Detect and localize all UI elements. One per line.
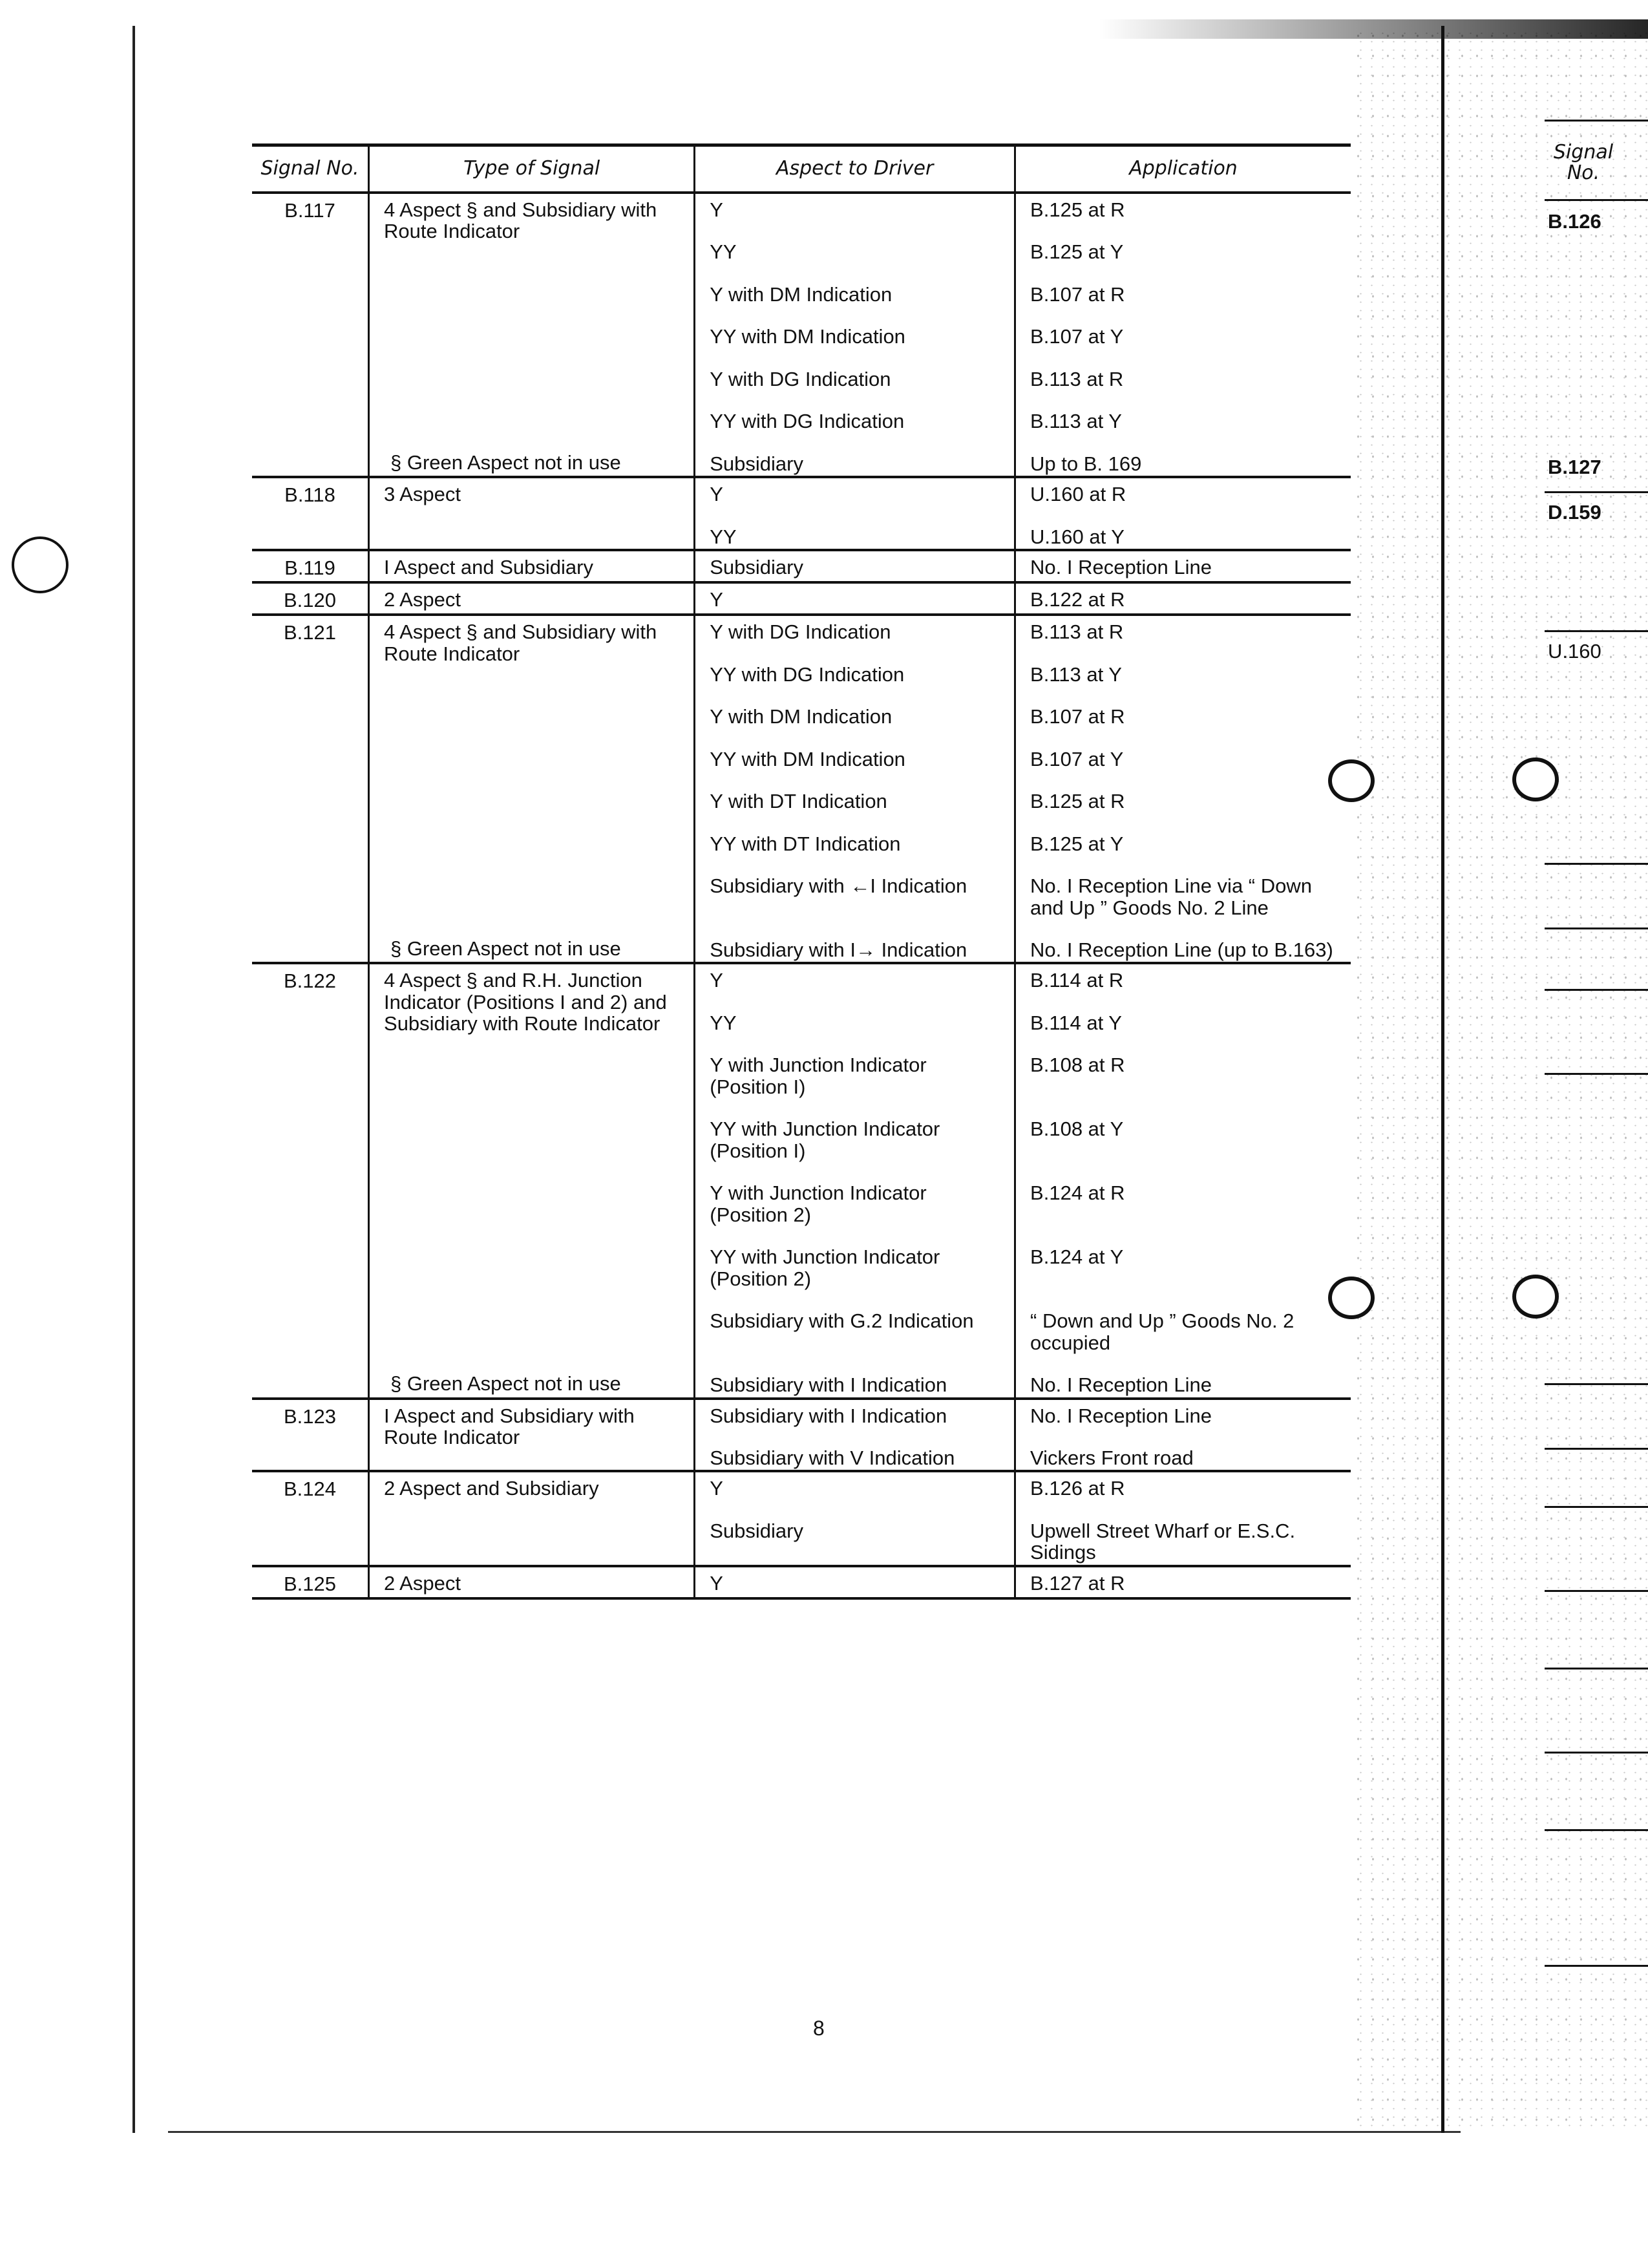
signal-number: B.124 — [252, 1471, 369, 1565]
green-aspect-footnote: § Green Aspect not in use — [390, 1372, 621, 1395]
aspect-to-driver: Subsidiary with I Indication — [695, 1399, 1015, 1428]
margin-item: B.126 — [1548, 210, 1601, 233]
aspect-to-driver: Subsidiary — [695, 434, 1015, 477]
margin-rule — [1545, 1965, 1648, 1967]
table-row — [252, 1399, 1351, 1428]
signal-number: B.118 — [252, 477, 369, 550]
application: B.126 at R — [1030, 1477, 1125, 1500]
application: No. I Reception Line — [1030, 556, 1212, 579]
aspect-to-driver: Y — [695, 963, 1015, 992]
scan-shadow — [1099, 19, 1648, 39]
application: B.114 at Y — [1030, 1011, 1122, 1034]
application: U.160 at Y — [1030, 525, 1125, 548]
aspect-to-driver: Y — [695, 193, 1015, 222]
signal-group — [252, 615, 1351, 963]
application: B.125 at R — [1030, 198, 1125, 221]
table-header-row — [252, 145, 1351, 193]
margin-rule — [1545, 1590, 1648, 1592]
margin-rule — [1545, 1752, 1648, 1754]
application: B.125 at Y — [1030, 832, 1124, 855]
application: B.107 at Y — [1030, 747, 1124, 770]
aspect-to-driver: YY with Junction Indicator (Position I) — [695, 1099, 1015, 1163]
margin-rule — [1545, 1506, 1648, 1508]
signal-group — [252, 963, 1351, 1398]
application: B.108 at R — [1030, 1054, 1125, 1077]
signal-table — [252, 143, 1351, 1600]
margin-rule — [1545, 120, 1648, 122]
application: No. I Reception Line (up to B.163) — [1030, 938, 1333, 961]
aspect-to-driver: Y with DM Indication — [695, 264, 1015, 306]
aspect-to-driver: Subsidiary with I→ Indication — [695, 920, 1015, 963]
margin-rule — [1545, 630, 1648, 632]
signal-type: I Aspect and Subsidiary with Route Indicator — [384, 1404, 635, 1448]
signal-type-cell — [369, 477, 695, 550]
margin-rule — [1545, 1448, 1648, 1450]
aspect-to-driver: Subsidiary — [695, 1501, 1015, 1566]
aspect-to-driver: YY with DG Indication — [695, 391, 1015, 433]
aspect-to-driver: Y with Junction Indicator (Position 2) — [695, 1163, 1015, 1227]
table-row — [252, 582, 1351, 615]
margin-item: D.159 — [1548, 501, 1601, 524]
aspect-to-driver: Y — [695, 582, 1015, 615]
margin-rule — [1545, 927, 1648, 929]
signal-type: 2 Aspect and Subsidiary — [384, 1477, 599, 1500]
table-row — [252, 193, 1351, 222]
margin-rule — [1545, 199, 1648, 201]
signal-type: 2 Aspect — [384, 588, 461, 611]
aspect-to-driver: YY with DG Indication — [695, 644, 1015, 686]
margin-header: Signal No. — [1553, 141, 1614, 184]
application: Vickers Front road — [1030, 1447, 1194, 1469]
page-edge-bottom — [168, 2131, 1461, 2133]
aspect-to-driver: YY with DT Indication — [695, 814, 1015, 856]
signal-type-cell — [369, 193, 695, 477]
application: B.113 at R — [1030, 367, 1124, 390]
signal-type: I Aspect and Subsidiary — [384, 556, 593, 579]
table-row — [252, 550, 1351, 582]
signal-group — [252, 550, 1351, 582]
signal-type: 2 Aspect — [384, 1571, 461, 1595]
signal-group — [252, 582, 1351, 615]
application: Upwell Street Wharf or E.S.C. Sidings — [1030, 1519, 1296, 1564]
signal-group — [252, 193, 1351, 477]
application: B.127 at R — [1030, 1571, 1125, 1595]
aspect-to-driver: YY — [695, 507, 1015, 550]
application: U.160 at R — [1030, 483, 1126, 506]
application: B.107 at Y — [1030, 325, 1124, 348]
signal-type-cell — [369, 1471, 695, 1565]
signal-number: B.117 — [252, 193, 369, 477]
application: B.107 at R — [1030, 705, 1125, 728]
aspect-to-driver: Subsidiary with ←I Indication — [695, 856, 1015, 920]
application: B.108 at Y — [1030, 1118, 1124, 1141]
application: B.107 at R — [1030, 282, 1125, 306]
aspect-to-driver: Subsidiary with G.2 Indication — [695, 1291, 1015, 1355]
margin-rule — [1545, 989, 1648, 991]
table-row — [252, 615, 1351, 644]
application: B.125 at Y — [1030, 240, 1124, 264]
margin-item: U.160 — [1548, 640, 1601, 662]
aspect-to-driver: Y with Junction Indicator (Position I) — [695, 1035, 1015, 1099]
application: B.113 at R — [1030, 620, 1124, 644]
green-aspect-footnote: § Green Aspect not in use — [390, 450, 621, 474]
punch-hole-right-1 — [1512, 758, 1559, 801]
signal-type: 4 Aspect § and Subsidiary with Route Indicator — [384, 620, 657, 665]
aspect-to-driver: YY — [695, 222, 1015, 264]
margin-rule — [1545, 1668, 1648, 1669]
table-row — [252, 477, 1351, 506]
signal-number: B.123 — [252, 1399, 369, 1472]
application: B.124 at Y — [1030, 1245, 1124, 1269]
signal-number: B.121 — [252, 615, 369, 963]
application: B.113 at Y — [1030, 410, 1122, 433]
aspect-to-driver: Y with DM Indication — [695, 686, 1015, 728]
application: No. I Reception Line via “ Down and Up ” Goods No. 2 Line — [1030, 874, 1312, 919]
application: B.113 at Y — [1030, 662, 1122, 686]
header-type: Type of Signal — [369, 145, 695, 193]
header-application: Application — [1015, 145, 1351, 193]
header-aspect: Aspect to Driver — [695, 145, 1015, 193]
signal-group — [252, 477, 1351, 550]
signal-group — [252, 1399, 1351, 1472]
signal-number: B.119 — [252, 550, 369, 582]
table-row — [252, 1566, 1351, 1598]
green-aspect-footnote: § Green Aspect not in use — [390, 937, 621, 960]
aspect-to-driver: Y with DT Indication — [695, 771, 1015, 813]
aspect-to-driver: YY with Junction Indicator (Position 2) — [695, 1227, 1015, 1291]
margin-rule — [1545, 1829, 1648, 1831]
punch-hole-right-2 — [1512, 1275, 1559, 1319]
signal-type-cell — [369, 615, 695, 963]
application: B.114 at R — [1030, 969, 1124, 992]
margin-rule — [1545, 1383, 1648, 1385]
signal-type-cell — [369, 1566, 695, 1598]
signal-type-cell — [369, 963, 695, 1398]
aspect-to-driver: Y with DG Indication — [695, 615, 1015, 644]
signal-group — [252, 1566, 1351, 1598]
aspect-to-driver: YY — [695, 993, 1015, 1035]
signal-type: 3 Aspect — [384, 483, 461, 506]
margin-rule — [1545, 491, 1648, 493]
header-signal-no: Signal No. — [252, 145, 369, 193]
signal-number: B.122 — [252, 963, 369, 1398]
signal-number: B.125 — [252, 1566, 369, 1598]
page-number: 8 — [813, 2017, 825, 2040]
signal-type-cell — [369, 1399, 695, 1472]
margin-item: B.127 — [1548, 456, 1601, 478]
page-fold — [1441, 26, 1444, 2133]
application: B.122 at R — [1030, 588, 1125, 611]
table-row — [252, 1471, 1351, 1500]
aspect-to-driver: Y — [695, 1566, 1015, 1598]
signal-type: 4 Aspect § and R.H. Junction Indicator (Positions I and 2) and Subsidiary with Route Indicator — [384, 969, 667, 1035]
page-edge-left — [132, 26, 135, 2133]
application: No. I Reception Line — [1030, 1373, 1212, 1397]
margin-rule — [1545, 863, 1648, 865]
aspect-to-driver: YY with DM Indication — [695, 729, 1015, 771]
aspect-to-driver: Subsidiary with I Indication — [695, 1355, 1015, 1398]
punch-hole-left — [12, 536, 69, 593]
application: No. I Reception Line — [1030, 1404, 1212, 1427]
application: Up to B. 169 — [1030, 452, 1142, 475]
application: “ Down and Up ” Goods No. 2 occupied — [1030, 1309, 1294, 1354]
aspect-to-driver: Y — [695, 1471, 1015, 1500]
signal-group — [252, 1471, 1351, 1565]
table-row — [252, 963, 1351, 992]
aspect-to-driver: Y with DG Indication — [695, 349, 1015, 391]
margin-rule — [1545, 1073, 1648, 1075]
application: B.124 at R — [1030, 1182, 1125, 1205]
signal-type-cell — [369, 550, 695, 582]
signal-type: 4 Aspect § and Subsidiary with Route Indicator — [384, 198, 657, 243]
aspect-to-driver: Subsidiary — [695, 550, 1015, 582]
aspect-to-driver: YY with DM Indication — [695, 306, 1015, 348]
scan-noise — [1351, 26, 1648, 2133]
signal-type-cell — [369, 582, 695, 615]
signal-number: B.120 — [252, 582, 369, 615]
application: B.125 at R — [1030, 790, 1125, 813]
aspect-to-driver: Subsidiary with V Indication — [695, 1428, 1015, 1471]
aspect-to-driver: Y — [695, 477, 1015, 506]
